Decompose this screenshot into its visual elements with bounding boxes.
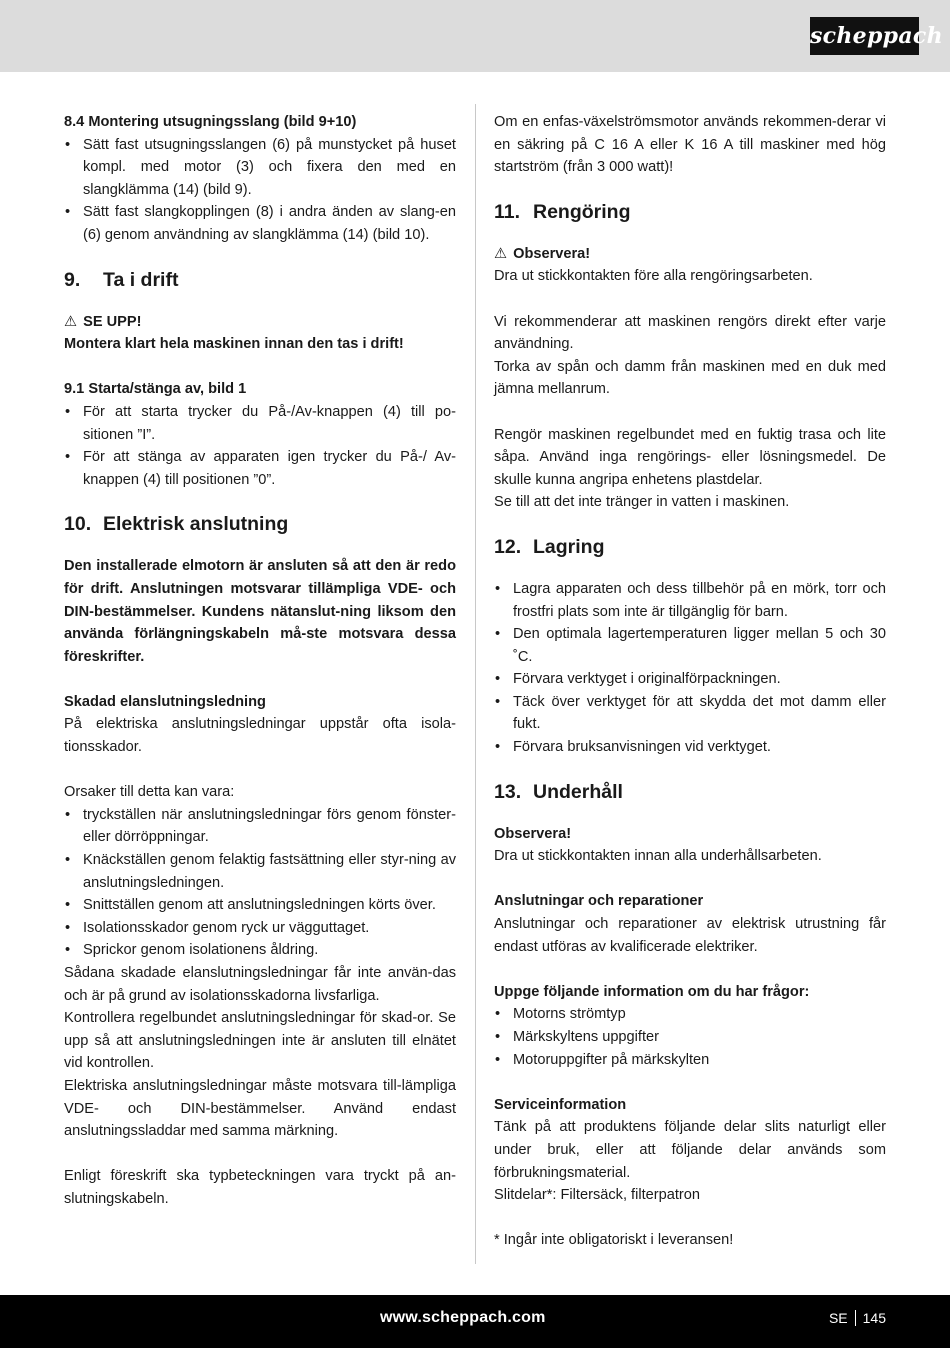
footnote: * Ingår inte obligatoriskt i leveransen! [494, 1232, 734, 1249]
footer-page-info [829, 1310, 886, 1326]
list-item: • Motorns strömtyp [494, 1003, 886, 1026]
list-item: • Sprickor genom isolationens åldring. [64, 939, 456, 962]
section-9-heading [64, 267, 456, 293]
section-number: 12. [494, 535, 522, 558]
paragraph: Elektriska anslutningsledningar måste motsvara till-lämpliga VDE- och DIN-bestämmelser. Använd endast anslutningssladdar med samma märkning. [64, 1077, 456, 1140]
section-title: Elektrisk anslutning [103, 513, 289, 536]
warning-label: Observera! [513, 245, 591, 262]
paragraph: Se till att det inte tränger in vatten i maskinen. [494, 494, 790, 511]
list-item: • Märkskyltens uppgifter [494, 1026, 886, 1049]
connections-heading: Anslutningar och reparationer [494, 893, 704, 910]
warning-triangle-icon: ⚠ [494, 245, 508, 262]
section-13-heading [494, 779, 886, 805]
service-heading: Serviceinformation [494, 1096, 627, 1113]
paragraph: Enligt föreskrift ska typbeteckningen vara tryckt på an-slutningskabeln. [64, 1168, 456, 1207]
section-title: Rengöring [533, 200, 631, 223]
storage-list [494, 578, 886, 759]
section-10-intro: Den installerade elmotorn är ansluten så att den är redo för drift. Anslutningen motsvarar tillämpliga VDE- och DIN-bestämmelser. Kundens nätanslut-ning liksom den använda förlängningskabeln må-ste motsvara dessa föreskrifter. [64, 558, 456, 665]
paragraph: Sådana skadade elanslutningsledningar får inte använ-das och är på grund av isolationsskadorna livsfarliga. [64, 965, 456, 1004]
list-item: • För att starta trycker du På-/Av-knappen (4) till po-sitionen ”I”. [64, 401, 456, 446]
list-item: • För att stänga av apparaten igen trycker du På-/ Av-knappen (4) till positionen ”0”. [64, 446, 456, 491]
section-12-heading [494, 534, 886, 560]
warning-line [494, 243, 886, 266]
damaged-cable-heading: Skadad elanslutningsledning [64, 693, 266, 710]
list-item: • tryckställen när anslutningsledningar förs genom fönster- eller dörröppningar. [64, 804, 456, 849]
header-band [0, 0, 950, 72]
list-item: • Sätt fast utsugningsslangen (6) på munstycket på huset kompl. med motor (3) och fixera den med en slangklämma (14) (bild 9). [64, 134, 456, 202]
section-title: Lagring [533, 535, 605, 558]
section-number: 11. [494, 200, 521, 223]
section-9-1-list [64, 401, 456, 491]
warning-triangle-icon: ⚠ [64, 313, 78, 330]
list-item: • Förvara bruksanvisningen vid verktyget. [494, 736, 886, 759]
warning-text: Montera klart hela maskinen innan den tas i drift! [64, 336, 404, 353]
service-text: Tänk på att produktens följande delar slits naturligt eller under bruk, eller att följande delar används som förbrukningsmaterial. [494, 1119, 886, 1181]
warning-line [64, 311, 456, 334]
paragraph: Rengör maskinen regelbundet med en fuktig trasa och lite såpa. Använd inga rengörings- eller lösningsmedel. De skulle kunna angripa enhetens plastdelar. [494, 426, 886, 488]
list-item: • Isolationsskador genom ryck ur vägguttaget. [64, 917, 456, 940]
list-item: • Täck över verktyget för att skydda det mot damm eller fukt. [494, 691, 886, 736]
list-item: • Motoruppgifter på märkskylten [494, 1049, 886, 1072]
right-column [494, 111, 886, 1252]
paragraph: Kontrollera regelbundet anslutningsledningar för skad-or. Se upp så att anslutningsledningen inte är ansluten till elnätet vid kontrollen. [64, 1010, 456, 1072]
wear-parts: Slitdelar*: Filtersäck, filterpatron [494, 1187, 701, 1204]
scheppach-logo: scheppach [810, 17, 919, 55]
list-item: • Förvara verktyget i originalförpackningen. [494, 668, 886, 691]
language-code: SE [828, 1310, 848, 1326]
list-item: • Lagra apparaten och dess tillbehör på en mörk, torr och frostfri plats som inte är tillgänglig för barn. [494, 578, 886, 623]
left-column [64, 111, 456, 1211]
warning-label: SE UPP! [83, 313, 142, 330]
paragraph: Vi rekommenderar att maskinen rengörs direkt efter varje användning. [494, 313, 886, 353]
damaged-cable-text: På elektriska anslutningsledningar uppstår ofta isola-tionsskador. [64, 716, 456, 756]
footer-divider [855, 1310, 856, 1326]
section-11-heading [494, 199, 886, 225]
warning-text: Dra ut stickkontakten innan alla underhållsarbeten. [494, 848, 822, 865]
column-divider [475, 104, 476, 1264]
section-8-4-list [64, 134, 456, 247]
section-title: Ta i drift [103, 268, 179, 291]
warning-text: Dra ut stickkontakten före alla rengöringsarbeten. [494, 268, 813, 285]
list-item: • Snittställen genom att anslutningsledningen körts över. [64, 894, 456, 917]
causes-intro: Orsaker till detta kan vara: [64, 784, 235, 801]
paragraph: Torka av spån och damm från maskinen med en duk med jämna mellanrum. [494, 358, 886, 398]
footer-website-link[interactable]: www.scheppach.com [380, 1309, 546, 1326]
warning-label: Observera! [494, 825, 572, 842]
section-number: 10. [64, 513, 92, 536]
list-item: • Knäckställen genom felaktig fastsättning eller styr-ning av anslutningsledningen. [64, 849, 456, 894]
section-8-4-heading: 8.4 Montering utsugningsslang (bild 9+10) [64, 114, 357, 130]
section-title: Underhåll [533, 780, 623, 803]
section-10-heading [64, 511, 456, 537]
list-item: • Sätt fast slangkopplingen (8) i andra änden av slang-en (6) genom användning av slangklämma (14) (bild 10). [64, 201, 456, 246]
info-list [494, 1003, 886, 1071]
section-9-1-heading: 9.1 Starta/stänga av, bild 1 [64, 381, 247, 398]
page-number: 145 [862, 1310, 886, 1326]
causes-list [64, 804, 456, 962]
section-number: 9. [64, 268, 81, 291]
info-heading: Uppge följande information om du har frågor: [494, 983, 810, 1000]
fuse-recommendation: Om en enfas-växelströmsmotor används rekommen-derar vi en säkring på C 16 A eller K 16 A till maskiner med hög startström (från 3 000 watt)! [494, 114, 886, 176]
list-item: • Den optimala lagertemperaturen ligger mellan 5 och 30 ˚C. [494, 623, 886, 668]
section-number: 13. [494, 780, 522, 803]
connections-text: Anslutningar och reparationer av elektrisk utrustning får endast utföras av kvalificerade elektriker. [494, 916, 886, 955]
